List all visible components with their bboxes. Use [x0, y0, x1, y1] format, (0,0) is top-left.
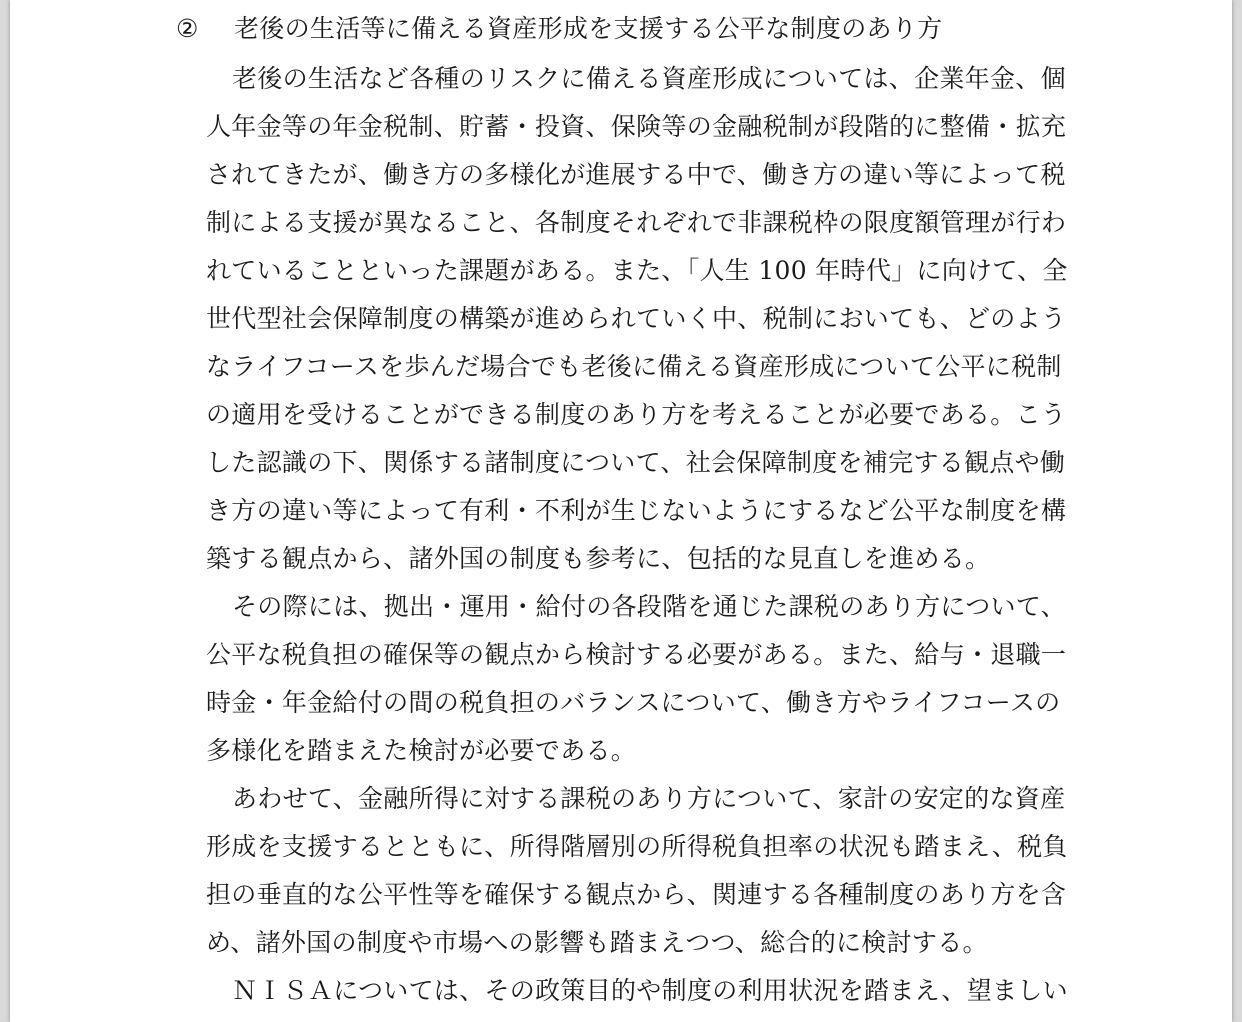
paragraph-line: 担の垂直的な公平性等を確保する観点から、関連する各種制度のあり方を含: [206, 880, 1067, 909]
paragraph-line: なライフコースを歩んだ場合でも老後に備える資産形成について公平に税制: [206, 352, 1062, 381]
paragraph-line: その際には、拠出・運用・給付の各段階を通じた課税のあり方について、: [232, 592, 1066, 621]
paragraph-line: した認識の下、関係する諸制度について、社会保障制度を補完する観点や働: [206, 448, 1066, 477]
paragraph-line: 形成を支援するとともに、所得階層別の所得税負担率の状況も踏まえ、税負: [206, 832, 1068, 861]
paragraph-line: 老後の生活など各種のリスクに備える資産形成については、企業年金、個: [232, 64, 1066, 93]
paragraph-line: 人年金等の年金税制、貯蓄・投資、保険等の金融税制が段階的に整備・拡充: [206, 112, 1067, 141]
paragraph-line: め、諸外国の制度や市場への影響も踏まえつつ、総合的に検討する。: [206, 928, 988, 957]
document-page: [10, 0, 1232, 1022]
paragraph-line: あわせて、金融所得に対する課税のあり方について、家計の安定的な資産: [232, 784, 1066, 813]
body-text: [206, 60, 1124, 1020]
paragraph-line: の適用を受けることができる制度のあり方を考えることが必要である。こう: [206, 400, 1067, 429]
section-title: 老後の生活等に備える資産形成を支援する公平な制度のあり方: [234, 14, 943, 43]
paragraph-line: ＮＩＳＡについては、その政策目的や制度の利用状況を踏まえ、望ましい: [232, 976, 1068, 1005]
paragraph-line: 時金・年金給付の間の税負担のバランスについて、働き方やライフコースの: [206, 688, 1061, 717]
paragraph-line: れていることといった課題がある。また、「人生 100 年時代」に向けて、全: [206, 256, 1068, 285]
paragraph-line: されてきたが、働き方の多様化が進展する中で、働き方の違い等によって税: [206, 160, 1066, 189]
section-heading: [176, 11, 942, 47]
paragraph-line: 世代型社会保障制度の構築が進められていく中、税制においても、どのよう: [206, 304, 1067, 333]
paragraph-line: き方の違い等によって有利・不利が生じないようにするなど公平な制度を構: [206, 496, 1067, 525]
paragraph-line: 制による支援が異なること、各制度それぞれで非課税枠の限度額管理が行わ: [206, 208, 1067, 237]
paragraph-line: 公平な税負担の確保等の観点から検討する必要がある。また、給与・退職一: [206, 640, 1067, 669]
paragraph-line: 築する観点から、諸外国の制度も参考に、包括的な見直しを進める。: [206, 544, 991, 573]
section-number: ②: [176, 14, 199, 43]
paragraph-line: 多様化を踏まえた検討が必要である。: [206, 736, 637, 765]
